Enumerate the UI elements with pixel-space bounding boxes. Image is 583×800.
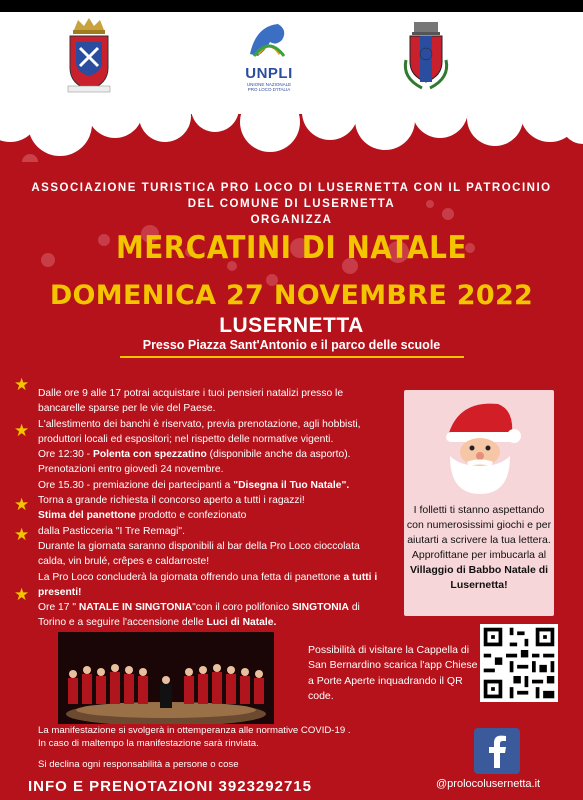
unpli-sub1: UNIONE NAZIONALE <box>246 82 292 87</box>
qr-note: Possibilità di visitare la Cappella di San Bernardino scarica l'app Chiese a Porte Aperte inquadrando il QR code. <box>308 644 478 703</box>
star-icon: ★ <box>14 525 30 544</box>
star-icon: ★ <box>14 375 30 394</box>
santa-message <box>404 503 554 593</box>
commune-line: DEL COMUNE DI LUSERNETTA <box>187 198 396 210</box>
santa-claus-icon <box>438 396 522 496</box>
coat-of-arms-left-logo <box>64 16 114 94</box>
italy-map-icon <box>236 20 302 60</box>
organizer-block <box>0 180 583 228</box>
event-title: MERCATINI DI NATALE <box>115 230 468 266</box>
event-details <box>38 386 388 631</box>
municipal-crest-right-logo <box>398 20 454 92</box>
unpli-name: UNPLI <box>245 65 293 82</box>
social-handle[interactable]: @prolocolusernetta.it <box>436 778 541 790</box>
detail-bar: Durante la giornata saranno disponibili al bar della Pro Loco cioccolata calda, vin brulé, crêpes e caldarroste! <box>38 540 360 568</box>
detail-stalls: L'allestimento dei banchi è riservato, previa prenotazione, agli hobbisti, produttori locali ed espositori; nel rispetto delle normative vigenti. <box>38 418 361 445</box>
qr-code[interactable] <box>480 624 558 702</box>
event-venue: Presso Piazza Sant'Antonio e il parco delle scuole <box>142 338 441 352</box>
covid-note: La manifestazione si svolgerà in ottemperanza alle normative COVID-19 . <box>38 725 351 736</box>
detail-concert: Ore 17 " NATALE IN SINGTONIA"con il coro polifonico SINGTONIA di Torino e a seguire l'accensione delle Luci di Natale. <box>38 602 360 629</box>
detail-booking: Prenotazioni entro giovedì 24 novembre. <box>38 464 224 476</box>
unpli-sub2: PRO LOCO D'ITALIA <box>247 87 291 92</box>
star-icon: ★ <box>14 421 30 440</box>
event-place: LUSERNETTA <box>219 314 364 337</box>
association-line: ASSOCIAZIONE TURISTICA PRO LOCO DI LUSERNETTA CON IL PATROCINIO <box>31 182 552 194</box>
detail-bakery: dalla Pasticceria "I Tre Remagi". <box>38 525 185 537</box>
organizes-line: ORGANIZZA <box>250 214 333 226</box>
facebook-icon[interactable] <box>474 728 520 774</box>
detail-market: Dalle ore 9 alle 17 potrai acquistare i tuoi pensieri natalizi presso le bancarelle sparse per le vie del Paese. <box>38 388 344 415</box>
event-date: DOMENICA 27 NOVEMBRE 2022 <box>49 280 534 311</box>
choir-concert-photo <box>58 632 274 724</box>
detail-contest: Torna a grande richiesta il concorso aperto a tutti i ragazzi! <box>38 495 305 507</box>
unpli-logo <box>236 20 302 100</box>
detail-closing: La Pro Loco concluderà la giornata offrendo una fetta di panettone a tutti i presenti! <box>38 571 378 598</box>
detail-lunch: Ore 12:30 - Polenta con spezzatino (disponibile anche da asporto). <box>38 449 351 461</box>
star-icon: ★ <box>14 585 30 604</box>
santa-line3: Villaggio di Babbo Natale di Lusernetta! <box>409 564 549 591</box>
santa-line2: Approfittane per imbucarla al <box>411 549 547 561</box>
info-phone: INFO E PRENOTAZIONI 3923292715 <box>28 778 312 795</box>
star-icon: ★ <box>14 495 30 514</box>
venue-underline <box>120 356 464 358</box>
santa-line1: I folletti ti stanno aspettando con numerosissimi giochi e per aiutarti a scrivere la tua lettera. <box>406 504 552 546</box>
detail-panettone: Stima del panettone prodotto e confezionato <box>38 510 247 522</box>
qr-code-icon <box>480 624 558 702</box>
detail-award: Ore 15.30 - premiazione dei partecipanti a "Disegna il Tuo Natale". <box>38 479 350 491</box>
weather-note: In caso di maltempo la manifestazione sarà rinviata. <box>38 738 259 749</box>
liability-note: Si declina ogni responsabilità a persone o cose <box>38 759 239 770</box>
poster <box>0 12 583 800</box>
